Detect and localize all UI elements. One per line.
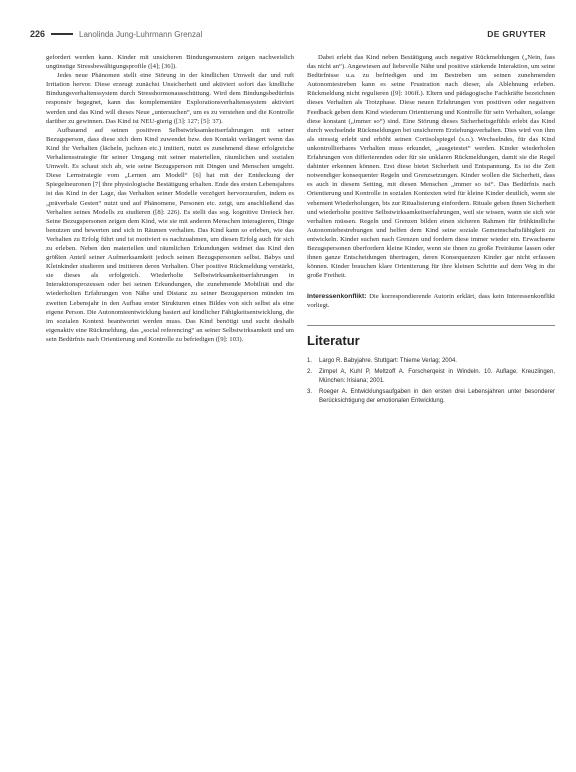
conflict-label: Interessenkonflikt: xyxy=(307,293,367,301)
reference-item xyxy=(307,368,555,385)
left-column xyxy=(46,53,294,344)
body-paragraph: Dabei erlebt das Kind neben Bestätigung auch negative Rückmeldungen („Nein, fass das nicht an“). Angewiesen auf liebevolle Nähe und positive stärkende Interaktion, um seine Bedürfnisse u.a. zu befriedigen und im Bestreben um seinen zunehmenden Autonomiestreben kann es seine Frustration nach dieser, als Ablehnung erleben. Rückmeldung nicht regulieren ([9]: 106ff.). Eltern und pädagogische Fachkräfte bezeichnen dieses Verhalten als Trotzphase. Diese neuen Erfahrungen von positiven oder negativen Feedback geben dem Kind wiederum Orientierung und Kontrolle für sein Verhalten, solange diese konstant („immer so“) sind. Eine Störung dieses Sicherheitsgefühls erlebt das Kind durch wechselnde Rückmeldungen bei unsicherem Erziehungsverhalten. Dies wird von ihm als stressig erlebt und erhöht seinen Cortisolspiegel (s.o.). Wechselndes, für das Kind unkontrollierbares Verhalten muss erkundet, „ausgetestet“ werden. Kinder wiederholen Erfahrungen von differierenden oder für sie unklaren Rückmeldungen, damit sie die Regel dahinter erkennen können. Erst diese bietet Sicherheit und Entspannung. Es ist die Zeit notwendiger konsequenter Regeln und Grenzsetzungen. Kinder wollen die Sicherheit, dass es auch in diesem Setting, mit diesen Menschen „immer so ist“. Das Bedürfnis nach Orientierung und Kontrolle in sozialen Kontexten wird für kleine Kinder deutlich, wenn sie vehement Wiederholungen, bis zur Ritualisierung einfordern. Rituale geben ihnen Sicherheit und wiederholte positive Selbstwirksamkeitserfahrungen, weil sie wissen, wann sie sich wie verhalten müssen. Regeln und Grenzen bilden einen sicheren Rahmen für frühkindliche Autonomiebestrebungen und helfen dem Kind seine soziale Gemeinschaftsfähigkeit zu entwickeln. Kinder suchen nach Grenzen und fordern diese immer wieder ein. Erwachsene Bezugspersonen überfordern kleine Kinder, wenn sie ihnen zu große Freiräume lassen oder ihnen ganze Entscheidungen übertragen, deren Konsequenzen Kinder gar nicht erfassen können. Kinder brauchen klare Orientierung für ihre kleinen Schritte auf dem Weg in die große Freiheit. xyxy=(307,54,555,280)
reference-text: Zimpel A, Kuhl P, Meltzoff A. Forscherqeist in Windeln. 10. Auflage. Kreuzlingen, München: Irisiana; 2001. xyxy=(319,369,555,384)
reference-item xyxy=(307,357,555,366)
right-column xyxy=(307,53,555,409)
reference-text: Largo R. Babyjahre. Stuttgart: Thieme Verlag; 2004. xyxy=(319,357,457,364)
publisher-logo: DE GRUYTER xyxy=(487,29,546,39)
reference-number: 1. xyxy=(307,357,313,364)
body-paragraph: Jedes neue Phänomen stellt eine Störung in der kindlichen Umwelt dar und ruft Irritation hervor. Diese erzeugt zunächst Unsicherheit und aktiviert sofort das kindliche Bindungsverhaltenssystem durch Stresshormonausschüttung. Wird dem Bindungsbedürfnis responsiv begegnet, kann das komplementäre Explorationsverhaltenssystem aktiviert werden und das Kind will dieses Neue „untersuchen“, um es zu verstehen und die Kontrolle darüber zu gewinnen. Das Kind ist NEU-gierig ([3]: 127; [5]: 37). xyxy=(46,72,294,125)
section-divider xyxy=(307,325,555,326)
running-title: Lanolinda Jung-Luhrmann Grenzal xyxy=(79,29,203,39)
page-number: 226 xyxy=(30,29,46,39)
conflict-of-interest xyxy=(307,292,555,310)
header-rule xyxy=(51,33,73,35)
reference-text: Roeger A. Entwicklungsaufgaben in den ersten drei Lebensjahren unter besonderer Berücksichtigung der emotionalen Entwicklung. xyxy=(319,389,555,404)
reference-item xyxy=(307,388,555,405)
page-header xyxy=(30,27,546,41)
reference-list xyxy=(307,357,555,406)
reference-number: 3. xyxy=(307,389,313,396)
reference-number: 2. xyxy=(307,369,313,376)
body-paragraph: gefordert werden kann. Kinder mit unsicheren Bindungsmustern zeigen nachweislich ungünstige Stressbewältigungsprofile ([4]; [36]). xyxy=(46,54,294,71)
body-paragraph: Aufbauend auf seinen positiven Selbstwirksamkeitserfahrungen mit seiner Bezugsperson, dass diese sich dem Kind zuwendet bzw. den Kontakt verlängert wenn das Kind ihr Verhalten (lächeln, juchzen etc.) imitiert, nutzt es zunehmend diese erfolgreiche Verhaltensstrategie für seiner Umgang mit seiner materiellen, räumlichen und sozialen Umwelt. Es schaut sich ab, wie seine Bezugsperson mit Dingen und Menschen umgeht. Diese Lernstrategie vom „Lernen am Modell“ [6] hat mit der Entdeckung der Spiegelneuronen [7] ihre physiologische Bestätigung erhalten. Ende des ersten Lebensjahres ist das Kind in der Lage, das Verhalten seiner Modelle verzögert hervorzurufen, indem es „präverbale Gesten“ nutzt und auf Phänomene, Personen etc. zeigt, um anschließend das Verhalten seines Modells zu studieren ([8]: 226). Es stellt das sog. kognitive Dreieck her. Seine Bezugspersonen zeigen dem Kind, wie sie mit anderen Menschen interagieren, Dinge benutzen und bewerten und sich in Räumen verhalten. Das Kind kann so erleben, wie das Verhalten zu Erfolg führt und ist motiviert es nachzuahmen, um diesen Erfolg auch für sich zu erleben. Neben den materiellen und räumlichen Erkundungen widmet das Kind den größten Anteil seiner Aufmerksamkeit jedoch seinen Bezugspersonen selbst. Babys und Kleinkinder studieren und imitieren deren Verhalten. Über positive Rückmeldung verstärkt, sie dieses als erfolgreich. Wiederholte Selbstwirksamkeitserfahrungen in Interaktionsprozessen oder bei seinen Erkundungen, die zunehmende Mobilität und die wiederholten Erfahrungen von Nähe und Distanz zu seiner Bezugsperson münden im zweiten Lebensjahr in den Aufbau erster Strukturen eines Bildes von sich selbst als eine eigene Person. Die Autonomieentwicklung basiert auf kindlicher Fähigkeitsentwicklung, die im sozialen Kontext beantwortet werden muss. Das Kind benötigt und sucht deshalb eigenaktiv eine Rückmeldung, das „social referencing“ an seiner Selbstwirksamkeit und um sein Bedürfnis nach Orientierung und Kontrolle zu befriedigen ([9]: 103). xyxy=(46,126,294,343)
conflict-text: Die korrespondierende Autorin erklärt, dass kein Interessenkonflikt vorliegt. xyxy=(307,293,555,310)
literature-heading: Literatur xyxy=(307,332,360,348)
